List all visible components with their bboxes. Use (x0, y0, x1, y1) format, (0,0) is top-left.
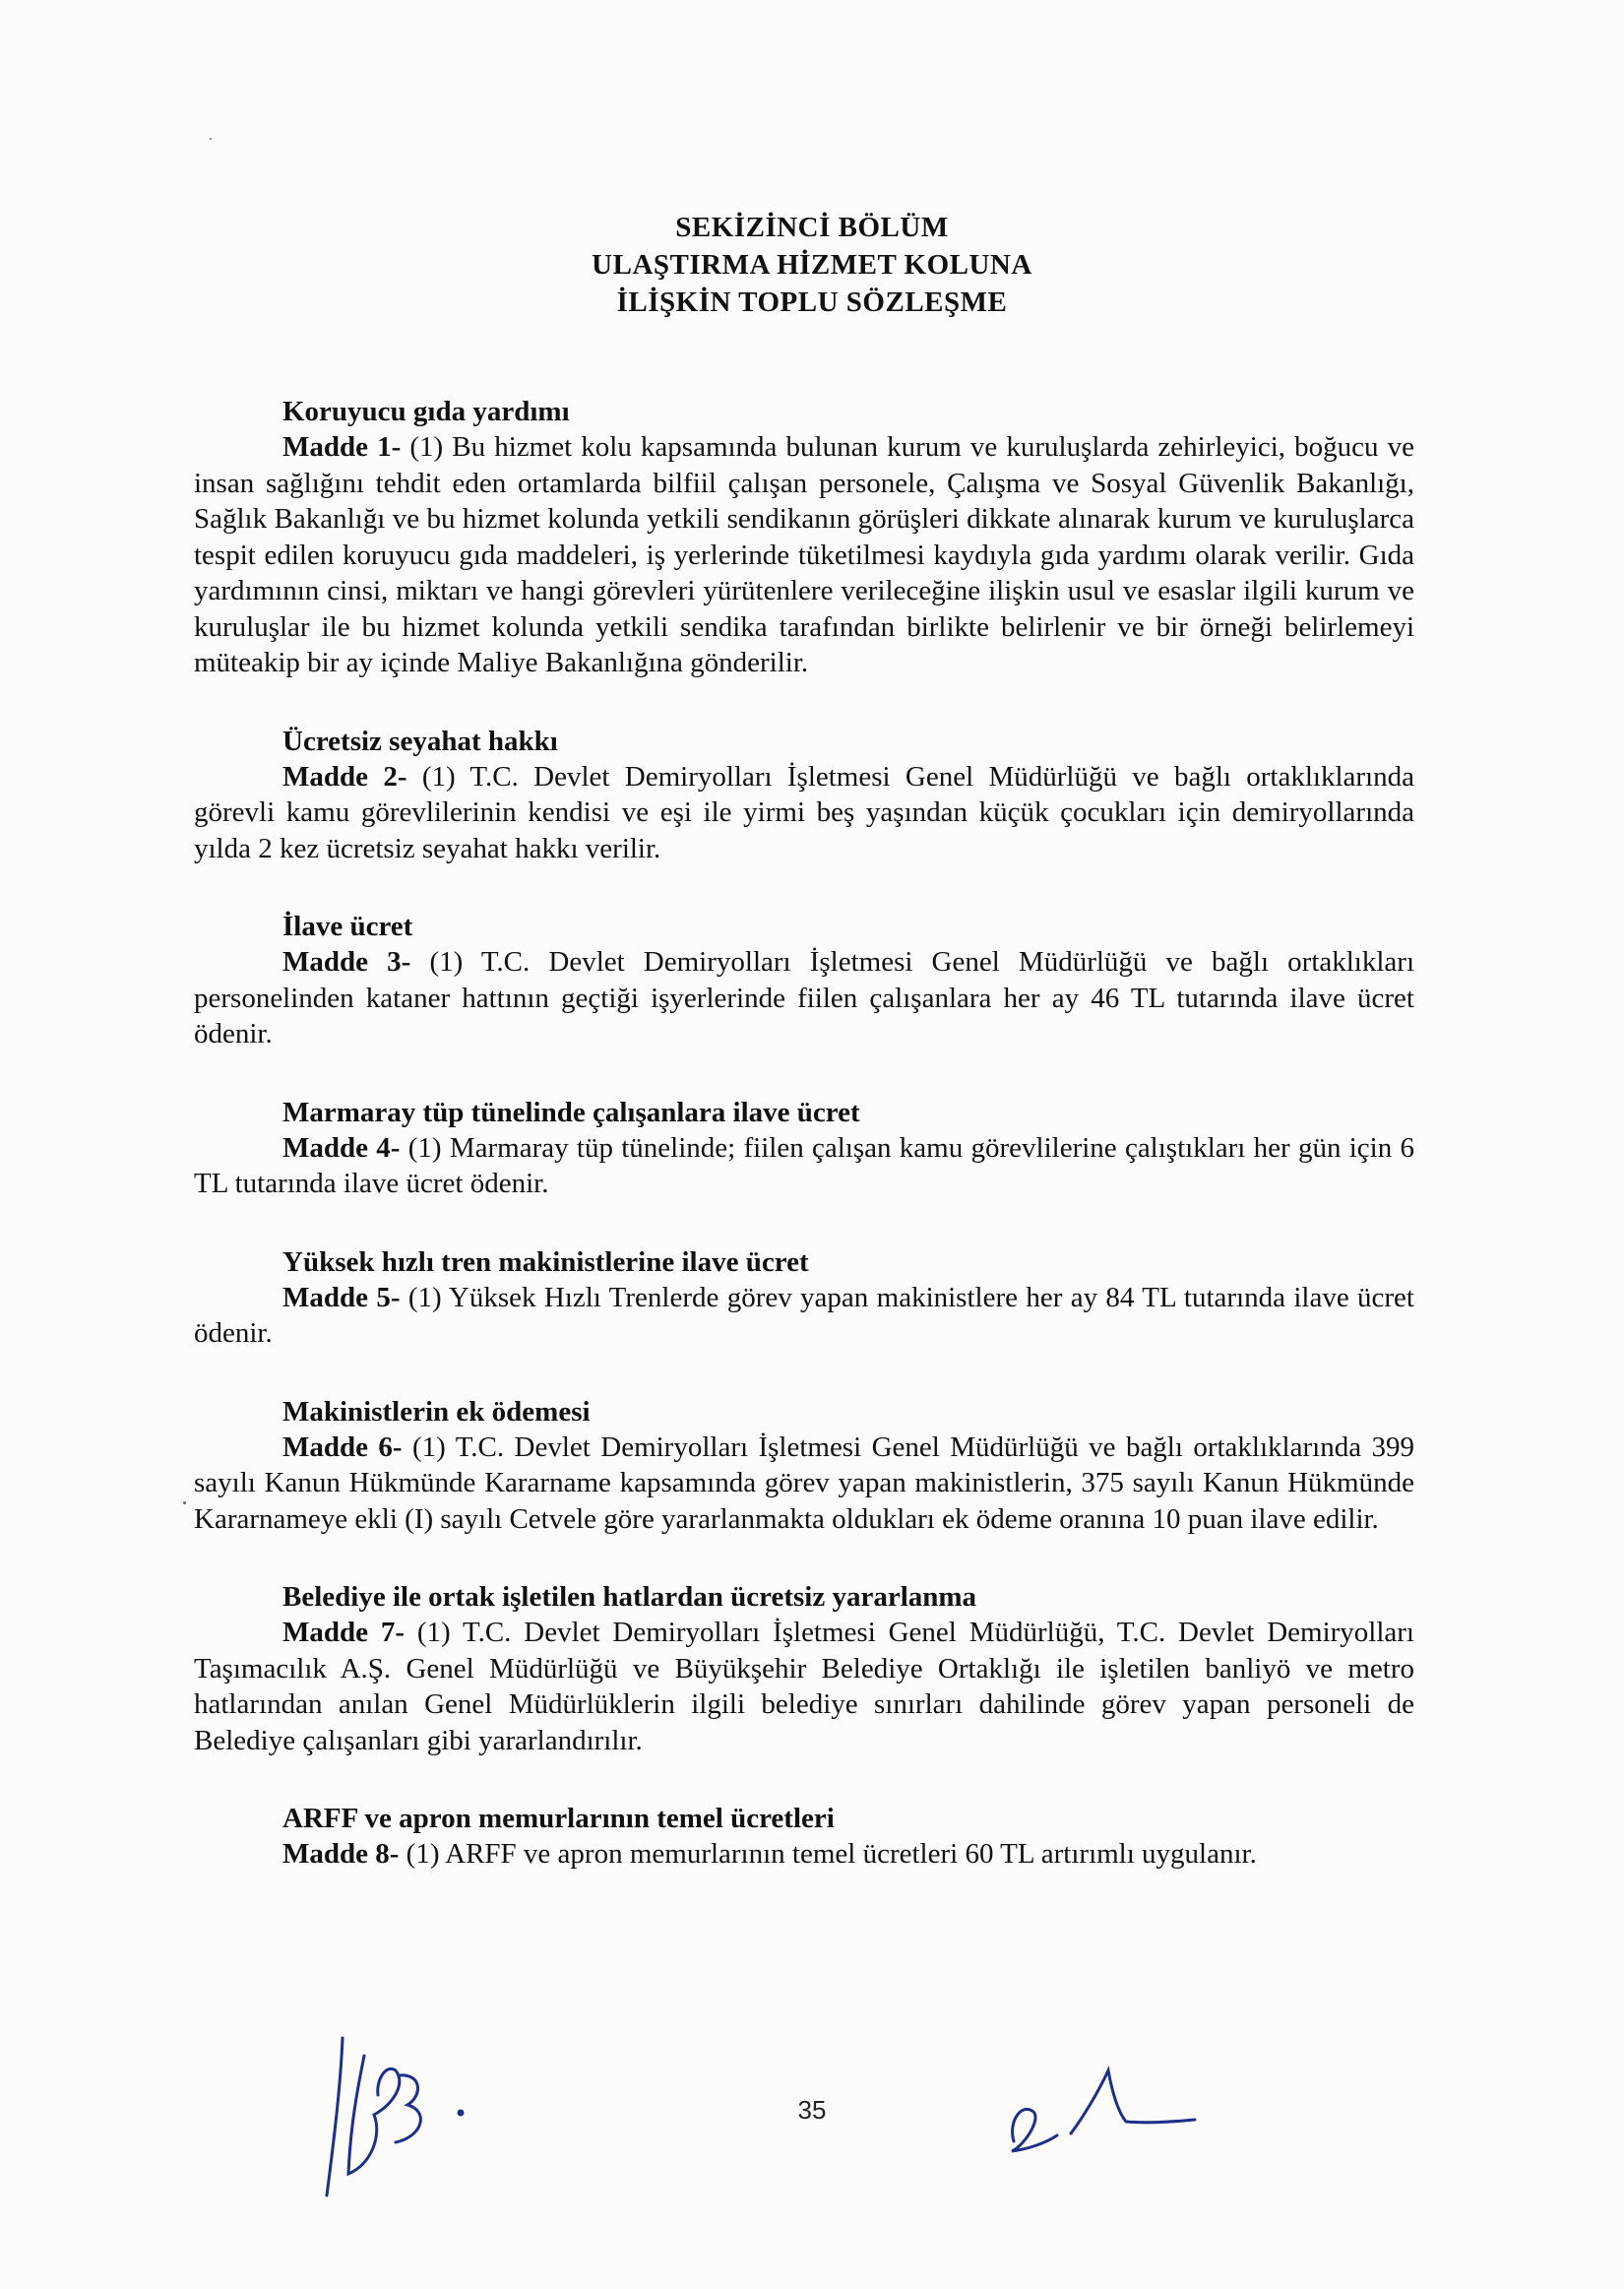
article-label: Madde 2- (282, 760, 407, 793)
article-section (194, 394, 1414, 681)
article-title: Belediye ile ortak işletilen hatlardan ücretsiz yararlanma (282, 1581, 977, 1613)
article-paragraph (194, 1615, 1414, 1758)
article-body: (1) Marmaray tüp tünelinde; fiilen çalışan kamu görevlilerine çalıştıkları her gün için 6 TL tutarında ilave ücret ödenir. (194, 1131, 1414, 1199)
article-paragraph (194, 1430, 1414, 1538)
article-paragraph (194, 944, 1414, 1052)
heading-line-3: İLİŞKİN TOPLU SÖZLEŞME (616, 286, 1008, 318)
article-label: Madde 4- (282, 1131, 401, 1164)
article-section (194, 909, 1414, 1052)
scan-speck (183, 1501, 186, 1504)
article-title: Koruyucu gıda yardımı (282, 396, 570, 427)
article-title: Marmaray tüp tünelinde çalışanlara ilave ücret (282, 1096, 860, 1128)
article-paragraph (194, 1836, 1414, 1873)
article-label: Madde 5- (282, 1281, 401, 1313)
article-body: (1) T.C. Devlet Demiryolları İşletmesi Genel Müdürlüğü, T.C. Devlet Demiryolları Taşımacılık A.Ş. Genel Müdürlüğü ve Büyükşehir Belediye Ortaklığı ile işletilen banliyö ve metro hatlarından anılan Genel Müdürlüklerin ilgili belediye sınırları dahilinde görev yapan personeli de Belediye çalışanları gibi yararlandırılır. (194, 1617, 1414, 1756)
article-label: Madde 7- (282, 1617, 406, 1648)
article-title: Makinistlerin ek ödemesi (282, 1395, 591, 1428)
article-section (194, 724, 1414, 867)
article-paragraph (194, 1130, 1414, 1202)
article-body: (1) ARFF ve apron memurlarının temel ücretleri 60 TL artırımlı uygulanır. (406, 1838, 1257, 1870)
article-title: Ücretsiz seyahat hakkı (282, 725, 558, 757)
article-section (194, 1394, 1414, 1538)
article-label: Madde 8- (282, 1838, 400, 1870)
document-heading (0, 209, 1624, 321)
article-body: (1) T.C. Devlet Demiryolları İşletmesi Genel Müdürlüğü ve bağlı ortaklıkları personelinden kataner hattının geçtiği işyerlerinde fiilen çalışanlara her ay 46 TL tutarında ilave ücret ödenir. (194, 946, 1415, 1049)
article-paragraph (194, 429, 1414, 681)
scan-speck (210, 138, 212, 140)
article-body: (1) T.C. Devlet Demiryolları İşletmesi Genel Müdürlüğü ve bağlı ortaklıklarında görevli kamu görevlilerinin kendisi ve eşi ile yirmi beş yaşından küçük çocukları için demiryollarında yılda 2 kez ücretsiz seyahat hakkı verilir. (194, 760, 1414, 864)
article-title: Yüksek hızlı tren makinistlerine ilave ücret (282, 1245, 809, 1278)
article-label: Madde 3- (282, 946, 411, 978)
right-signature-icon (1002, 2053, 1199, 2161)
article-label: Madde 1- (282, 431, 402, 463)
article-title: İlave ücret (282, 911, 413, 942)
article-body: (1) Yüksek Hızlı Trenlerde görev yapan makinistlere her ay 84 TL tutarında ilave ücret ödenir. (194, 1281, 1414, 1349)
article-section (194, 1579, 1414, 1758)
article-paragraph (194, 759, 1414, 867)
article-paragraph (194, 1280, 1414, 1352)
article-title: ARFF ve apron memurlarının temel ücretleri (282, 1803, 835, 1834)
article-label: Madde 6- (282, 1431, 403, 1463)
article-section (194, 1095, 1414, 1202)
article-section (194, 1244, 1414, 1352)
article-body: (1) T.C. Devlet Demiryolları İşletmesi Genel Müdürlüğü ve bağlı ortaklıklarında 399 sayılı Kanun Hükmünde Kararname kapsamında görev yapan makinistlerin, 375 sayılı Kanun Hükmünde Kararnameye ekli (I) sayılı Cetvele göre yararlanmakta oldukları ek ödeme oranına 10 puan ilave edilir. (194, 1431, 1414, 1535)
article-section (194, 1801, 1414, 1873)
heading-line-1: SEKİZİNCİ BÖLÜM (675, 212, 949, 243)
page-number: 35 (797, 2095, 827, 2125)
heading-line-2: ULAŞTIRMA HİZMET KOLUNA (592, 249, 1032, 281)
document-body (194, 394, 1414, 1915)
article-body: (1) Bu hizmet kolu kapsamında bulunan kurum ve kuruluşlarda zehirleyici, boğucu ve insan sağlığını tehdit eden ortamlarda bilfiil çalışan personele, Çalışma ve Sosyal Güvenlik Bakanlığı, Sağlık Bakanlığı ve bu hizmet kolunda yetkili sendikanın görüşleri dikkate alınarak kurum ve kuruluşlarca tespit edilen koruyucu gıda maddeleri, iş yerlerinde tüketilmesi kaydıyla gıda yardımı olarak verilir. Gıda yardımının cinsi, miktarı ve hangi görevleri yürütenlere verileceğine ilişkin usul ve esaslar ilgili kurum ve kuruluşlar ile bu hizmet kolunda yetkili sendika tarafından birlikte belirlenir ve bir örneği belirlemeyi müteakip bir ay içinde Maliye Bakanlığına gönderilir. (194, 431, 1414, 678)
